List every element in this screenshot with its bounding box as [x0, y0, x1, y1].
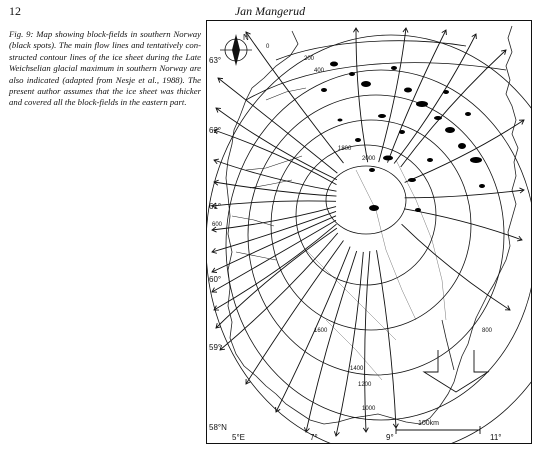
flow-line — [216, 108, 337, 180]
flow-line — [365, 251, 370, 432]
main-flow-arrow — [424, 350, 488, 392]
lon-7: 7° — [310, 433, 318, 442]
flow-line — [306, 251, 357, 432]
lat-62: 62° — [209, 126, 222, 135]
flow-line — [246, 240, 344, 384]
contour-label-200: 200 — [304, 56, 315, 62]
lat-60: 60° — [209, 275, 222, 284]
block-field-map — [206, 20, 532, 444]
running-head: Jan Mangerud — [234, 4, 306, 18]
flow-line — [216, 228, 337, 328]
flow-line — [377, 250, 397, 428]
contour-label-1200: 1200 — [358, 382, 372, 388]
flow-line — [388, 30, 447, 163]
lat-59: 59° — [209, 343, 222, 352]
lat-58: 58°N — [209, 423, 227, 432]
flow-line — [402, 224, 510, 310]
contour-label-1400: 1400 — [350, 366, 364, 372]
flow-line — [405, 190, 524, 198]
figure-caption: Fig. 9: Map showing block-fields in southern Norway (black spots). The main flow lines and tentatively con-structed contour lines of the ice sheet during the Late Weichselian glacial maximum in southern Norway are also indicated (adapted from Nesje et al., 1988). The present author assumes that the ice sheet was thicker and covered all the block-fields in the eastern part. — [9, 29, 201, 108]
north-arrow-icon — [220, 33, 252, 66]
block-field-spots — [321, 62, 485, 213]
lat-61: 61° — [209, 202, 222, 211]
oslofjord — [442, 320, 454, 370]
flow-line — [246, 32, 344, 163]
contour-label-2000: 2000 — [362, 156, 376, 162]
lon-5: 5°E — [232, 433, 245, 442]
page-number: 12 — [9, 4, 21, 18]
flow-line — [214, 224, 336, 310]
contour-label-800: 800 — [482, 328, 493, 334]
lon-11: 11° — [490, 433, 502, 442]
contour-label-400: 400 — [314, 68, 325, 74]
lon-9: 9° — [386, 433, 394, 442]
north-arrow-label: N — [243, 33, 249, 42]
contour-label-0: 0 — [266, 44, 270, 50]
contour-label-600: 600 — [212, 222, 223, 228]
lat-63: 63° — [209, 56, 222, 65]
contour-label-1000: 1000 — [362, 406, 376, 412]
contour-label-1800: 1800 — [338, 146, 352, 152]
scale-bar-label: 100km — [418, 420, 440, 427]
contour-label-1600: 1600 — [314, 328, 328, 334]
flow-line — [405, 120, 524, 182]
